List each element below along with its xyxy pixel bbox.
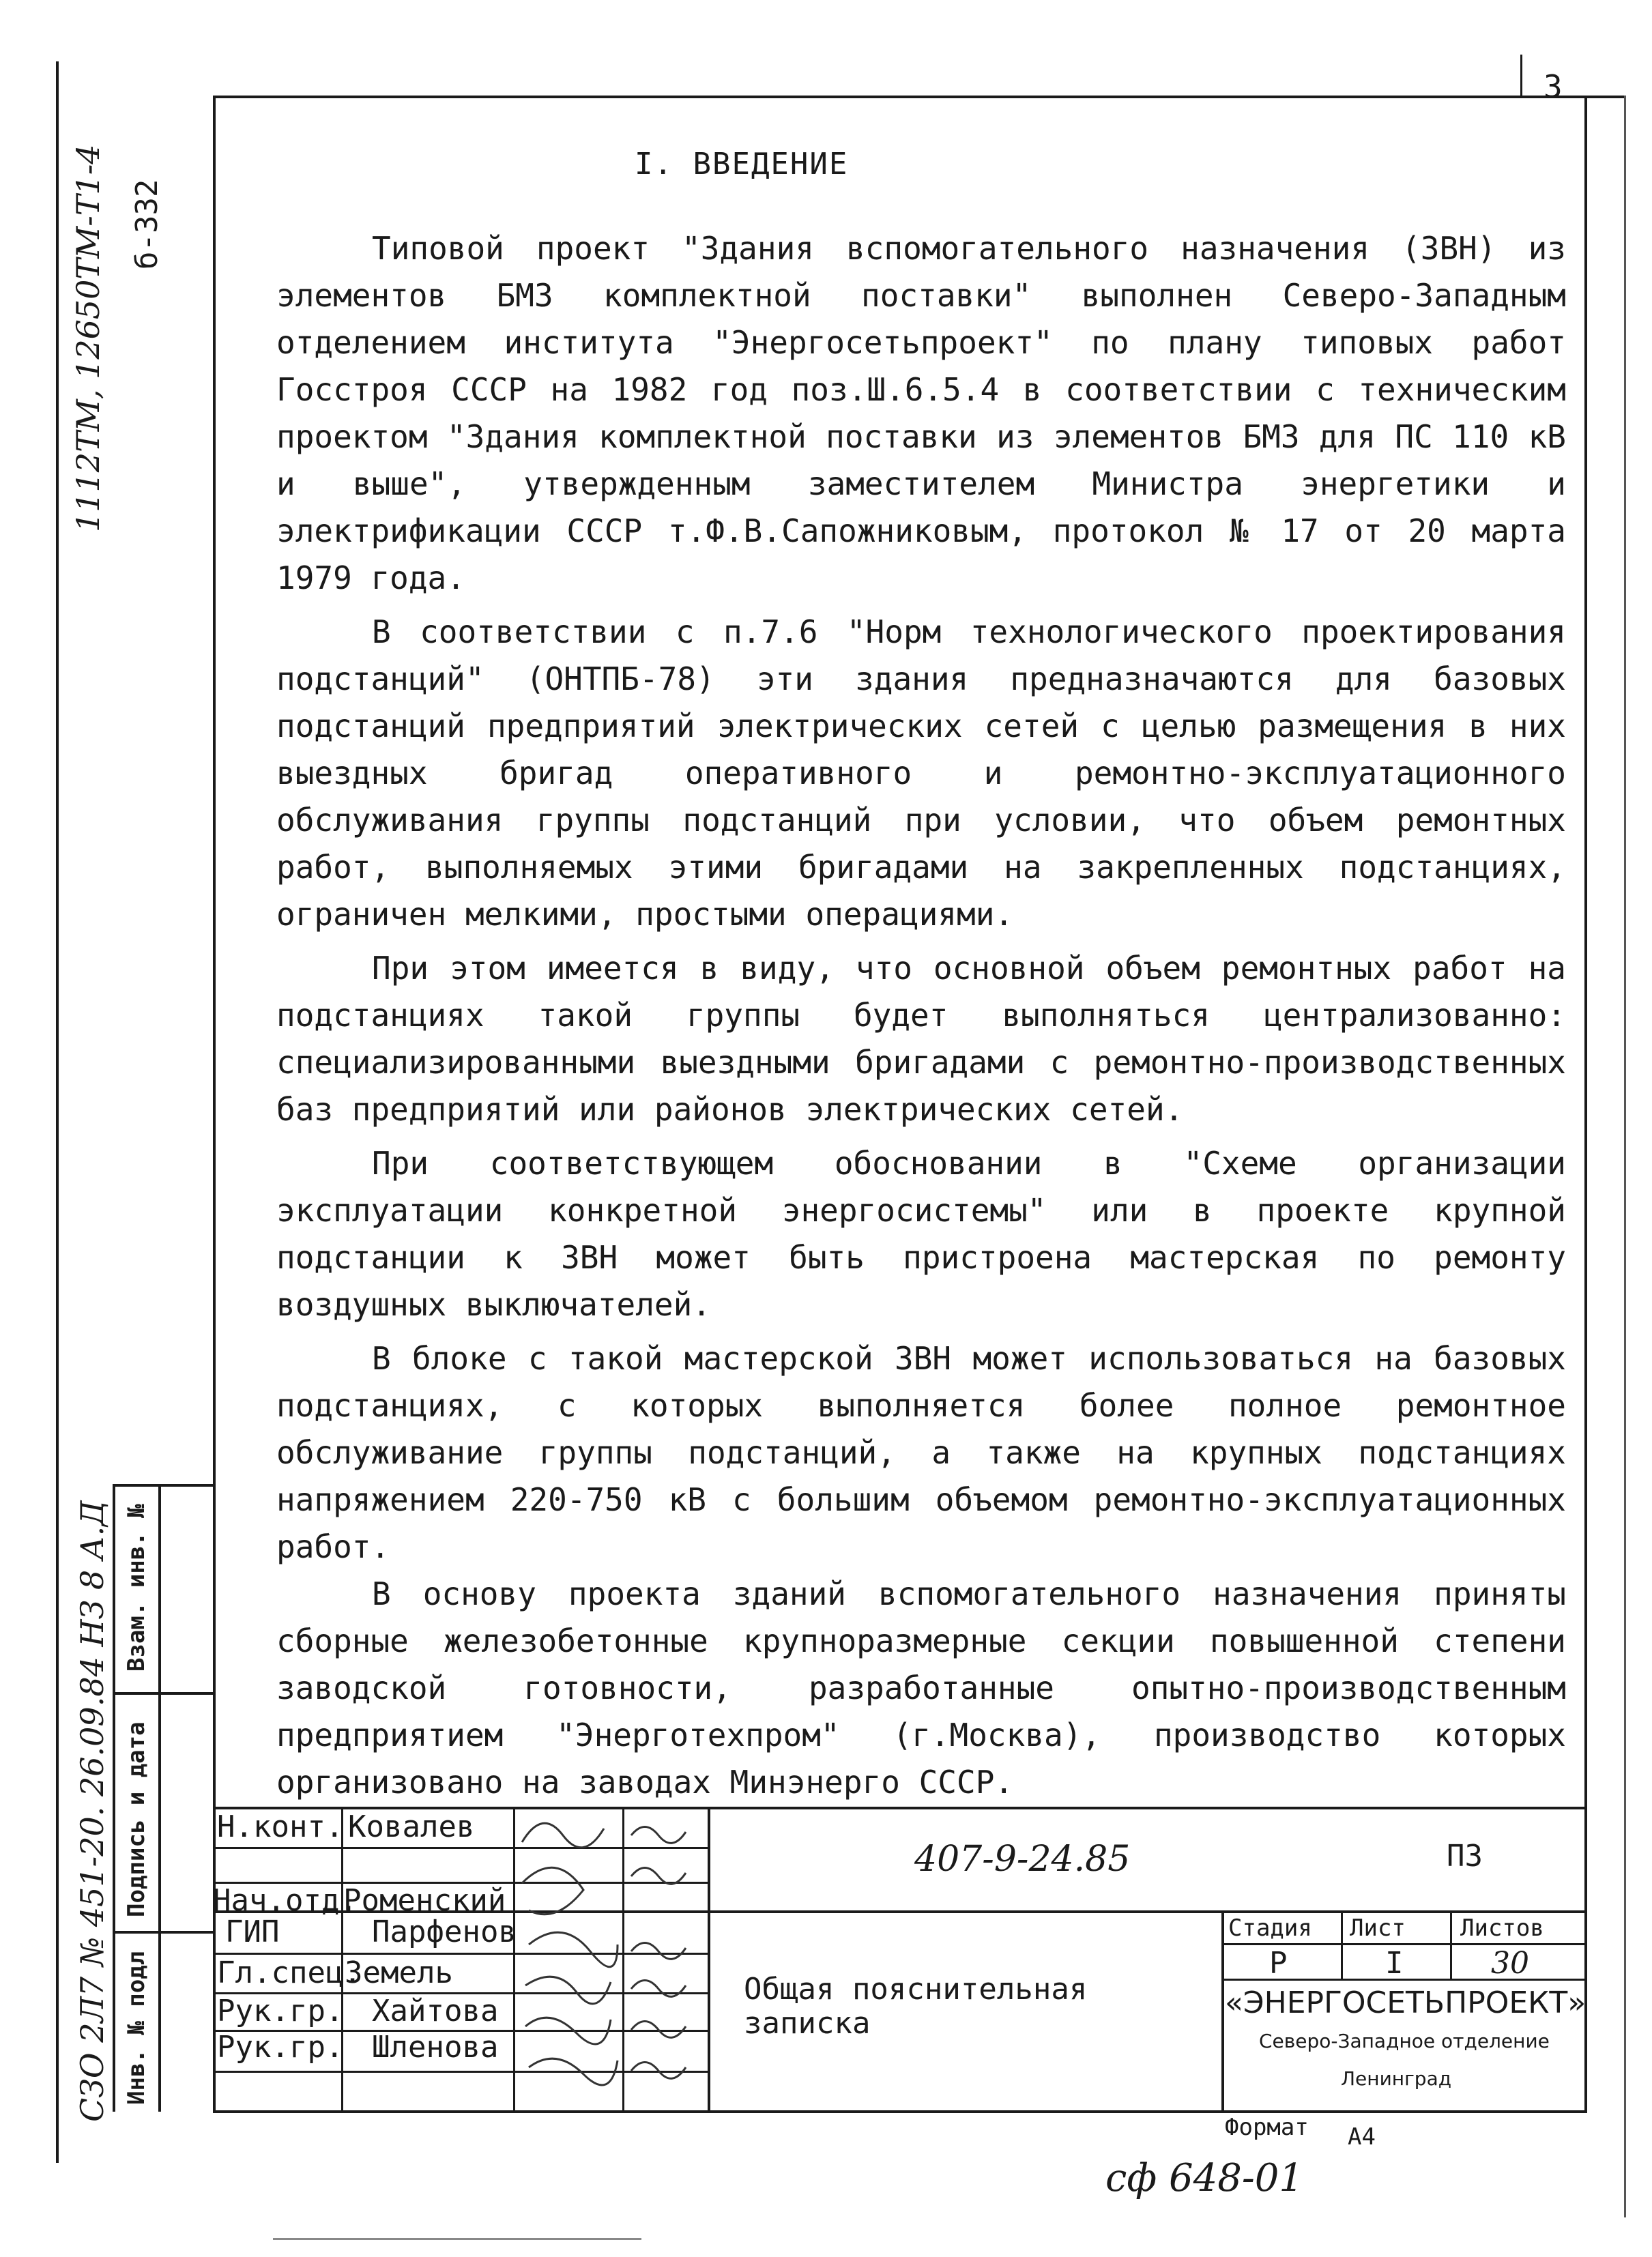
doc-title-line1: Общая пояснительная [744,1972,1088,2007]
paragraph: При этом имеется в виду, что основной объем ремонтных работ на подстанциях такой группы будет выполняться централизованно: специализированными выездными бригадами с ремонтно-производственных баз предприятий или районов электрических сетей. [276,950,1566,1128]
bottom-handwritten-note: сф 648-01 [1105,2156,1304,2200]
doc-title-line2: записка [744,2006,871,2041]
sheet-code: ПЗ [1447,1839,1483,1874]
body-text [276,225,1566,1813]
stamp-name: Роменский [343,1883,506,1918]
side-col-top [113,1484,215,1487]
stamp-info-row1 [1221,1943,1587,1945]
frame-bottom [213,2110,1587,2113]
stamp-role: Нач.отд. [213,1883,358,1918]
stage-label: Стадия [1228,1914,1312,1942]
format-label: Формат [1225,2114,1309,2141]
paragraph: Типовой проект "Здания вспомогательного назначения (ЗВН) из элементов БМЗ комплектной поставки" выполнен Северо-Западным отделением института "Энергосетьпроект" по плану типовых работ Госстроя СССР на 1982 год поз.Ш.6.5.4 в соответствии с техническим проектом "Здания комплектной поставки из элементов БМЗ для ПС 110 кВ и выше", утвержденным заместителем Министра энергетики и электрификации СССР т.Ф.В.Сапожниковым, протокол № 17 от 20 марта 1979 года. [276,230,1566,596]
side-col-line-2 [158,1484,161,2112]
paragraph: В блоке с такой мастерской ЗВН может использоваться на базовых подстанциях, с которых выполняется более полное ремонтное обслуживание группы подстанций, а также на крупных подстанциях напряжением 220-750 кВ с большим объемом ремонтно-эксплуатационных работ. [276,1340,1566,1565]
stamp-role: Рук.гр. [217,2030,344,2065]
side-col-replace-label: Взам. инв. № [123,1504,150,1672]
stamp-name: Земель [345,1955,453,1990]
stamp-info-left [1221,1910,1224,2112]
sheet-value: I [1385,1946,1404,1981]
stamp-role: Рук.гр. [217,1994,344,2028]
frame-left-outer [56,61,59,2163]
frame-top [213,96,1584,98]
org-branch: Северо-Западное отделение [1259,2030,1550,2052]
doc-code: 407-9-24.85 [914,1839,1131,1880]
stamp-name: Парфенов [372,1914,517,1949]
sheets-value: 30 [1491,1946,1529,1981]
signature-marks [515,1808,708,2108]
side-col-signature-label: Подпись и дата [123,1721,150,1917]
format-value: А4 [1348,2123,1376,2151]
stage-value: Р [1269,1946,1288,1981]
org-name: «ЭНЕРГОСЕТЬПРОЕКТ» [1225,1985,1586,2020]
stamp-name: Шленова [372,2030,499,2065]
stamp-col-line [708,1807,710,2112]
stamp-info-col2 [1450,1910,1452,1979]
stamp-role: ГИП [225,1914,280,1949]
margin-code: б-332 [130,179,164,270]
margin-handwritten-top: 1112ТМ, 12650ТМ-Т1-4 [70,144,106,532]
stamp-info-col1 [1341,1910,1343,1979]
side-col-line-1 [113,1484,115,2112]
page-title: I. ВВЕДЕНИЕ [635,147,849,181]
paragraph: В основу проекта зданий вспомогательного назначения приняты сборные железобетонные крупноразмерные секции повышенной степени заводской готовности, разработанные опытно-производственным предприятием "Энерготехпром" (г.Москва), производство которых организовано на заводах Минэнерго СССР. [276,1575,1566,1801]
side-col-inv-label: Инв. № подл [123,1951,150,2105]
paragraph: При соответствующем обосновании в "Схеме организации эксплуатации конкретной энергосистемы" или в проекте крупной подстанции к ЗВН может быть пристроена мастерская по ремонту воздушных выключателей. [276,1145,1566,1323]
frame-corner-tick [1520,55,1522,97]
side-col-sep-1 [113,1692,215,1695]
stamp-name: Хайтова [372,1994,499,2028]
frame-top-right-ext [1522,96,1624,98]
sheets-label: Листов [1460,1914,1544,1942]
frame-far-right [1624,96,1626,2217]
stamp-name: Ковалев [348,1809,475,1844]
org-city: Ленинград [1341,2067,1452,2090]
sheet-label: Лист [1350,1914,1406,1942]
paragraph: В соответствии с п.7.6 "Норм технологического проектирования подстанций" (ОНТПБ-78) эти здания предназначаются для базовых подстанций предприятий электрических сетей с целью размещения в них выездных бригад оперативного и ремонтно-эксплуатационного обслуживания группы подстанций при условии, что объем ремонтных работ, выполняемых этими бригадами на закрепленных подстанциях, ограничен мелкими, простыми операциями. [276,613,1566,933]
stamp-role: Гл.спец. [217,1955,362,1990]
stamp-role: Н.конт. [217,1809,344,1844]
side-col-sep-2 [113,1931,215,1934]
margin-handwritten-bottom: СЗО 2Л7 № 451-20. 26.09.84 НЗ 8 А.Д [74,1500,111,2122]
page-number: 3 [1544,68,1563,105]
bottom-dash-mark [273,2238,641,2240]
